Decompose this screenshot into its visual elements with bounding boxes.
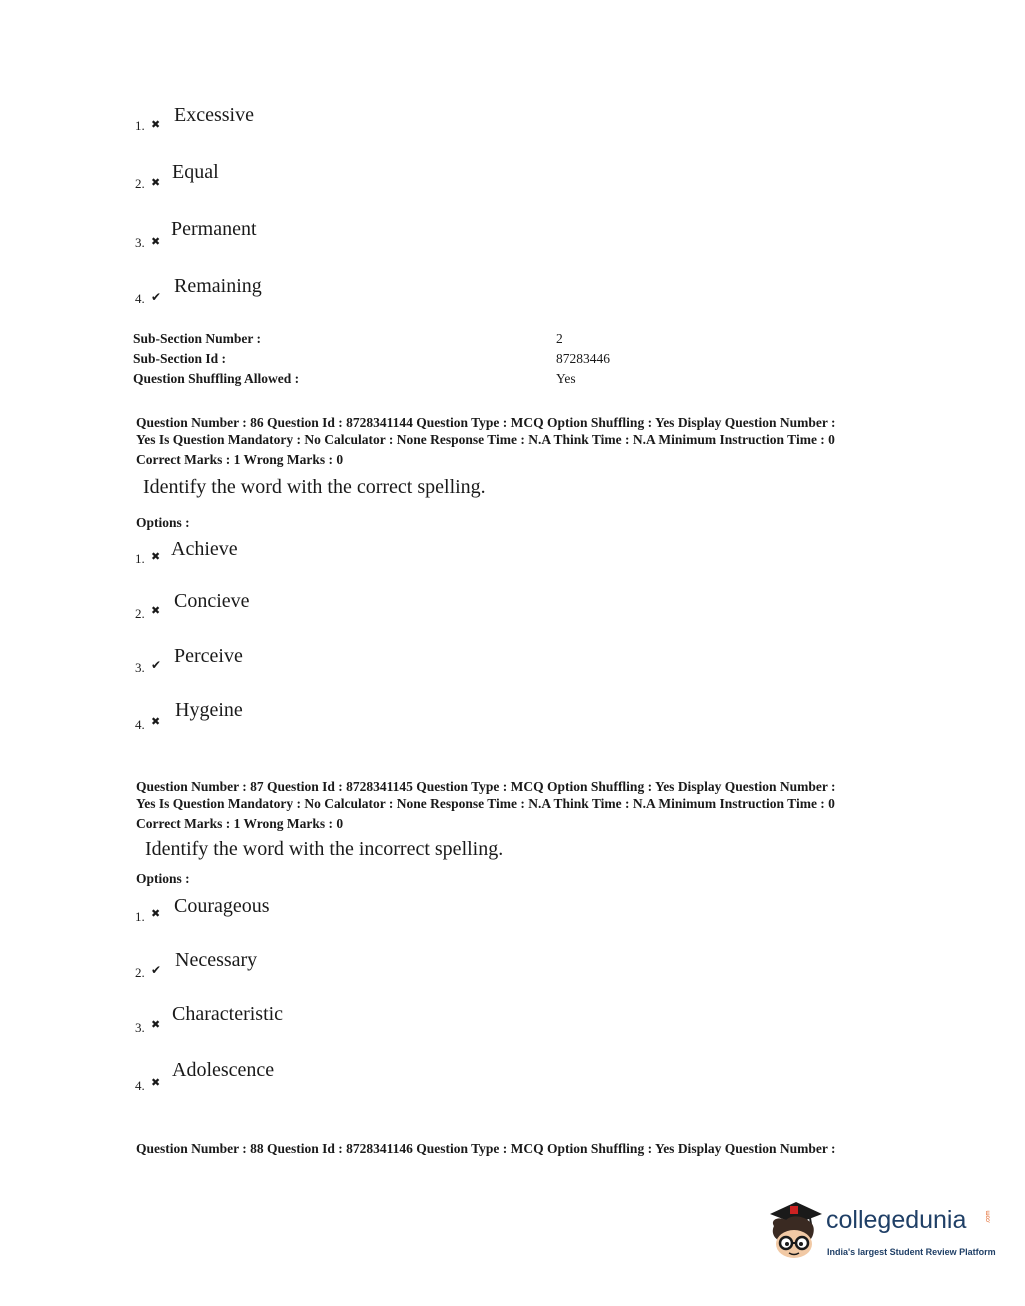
option-text: Excessive [174,104,254,126]
meta-line: Question Number : 86 Question Id : 8728341144 Question Type : MCQ Option Shuffling : Yes Display Question Number : [136,415,836,430]
meta-line: Yes Is Question Mandatory : No Calculator : None Response Time : N.A Think Time : N.A Minimum Instruction Time : 0 [136,796,835,811]
check-icon: ✔ [151,658,162,672]
meta-line: Yes Is Question Mandatory : No Calculator : None Response Time : N.A Think Time : N.A Minimum Instruction Time : 0 [136,432,835,447]
cross-icon: ✖ [151,605,161,617]
mascot-icon [766,1200,824,1270]
cross-icon: ✖ [151,119,161,131]
meta-line: Question Number : 88 Question Id : 8728341146 Question Type : MCQ Option Shuffling : Yes Display Question Number : [136,1141,836,1156]
option-text: Characteristic [172,1003,284,1025]
cross-icon: ✖ [151,716,161,728]
option-number: 2. [135,965,145,980]
option-number: 3. [135,235,145,250]
question-86-meta [136,414,911,468]
question-87-meta [136,778,911,832]
option-text: Achieve [171,538,238,560]
question-shuffling-value: Yes [556,371,576,386]
subsection-number-label: Sub-Section Number : [133,331,262,346]
option-number: 1. [135,551,145,566]
option-text: Equal [172,161,219,183]
cross-icon: ✖ [151,1077,161,1089]
cross-icon: ✖ [151,177,161,189]
option-text: Permanent [171,218,257,240]
option-text: Remaining [174,275,262,297]
cross-icon: ✖ [151,908,161,920]
option-text: Hygeine [175,699,243,721]
question-88-meta [136,1140,911,1157]
collegedunia-logo [766,1200,996,1270]
option-number: 2. [135,176,145,191]
subsection-id-value: 87283446 [556,351,610,366]
question-shuffling-label: Question Shuffling Allowed : [133,371,300,386]
question-87-text: Identify the word with the incorrect spelling. [145,838,504,860]
option-number: 2. [135,606,145,621]
option-number: 4. [135,1078,145,1093]
option-number: 1. [135,909,145,924]
meta-line: Correct Marks : 1 Wrong Marks : 0 [136,816,344,831]
logo-domain: .com [985,1210,992,1224]
option-text: Concieve [174,590,250,612]
check-icon: ✔ [151,963,162,977]
subsection-number-value: 2 [556,331,563,346]
option-number: 4. [135,717,145,732]
check-icon: ✔ [151,290,162,304]
option-number: 3. [135,660,145,675]
option-text: Courageous [174,895,270,917]
options-label: Options : [136,871,190,886]
options-label: Options : [136,515,190,530]
option-number: 4. [135,291,145,306]
logo-wordmark: collegedunia [826,1206,967,1234]
meta-line: Question Number : 87 Question Id : 8728341145 Question Type : MCQ Option Shuffling : Yes Display Question Number : [136,779,836,794]
option-number: 3. [135,1020,145,1035]
cross-icon: ✖ [151,236,161,248]
meta-line: Correct Marks : 1 Wrong Marks : 0 [136,452,344,467]
option-text: Adolescence [172,1059,275,1081]
question-86-text: Identify the word with the correct spelling. [143,476,486,498]
option-text: Perceive [174,645,243,667]
subsection-id-label: Sub-Section Id : [133,351,227,366]
option-number: 1. [135,118,145,133]
cross-icon: ✖ [151,1019,161,1031]
logo-tagline: India's largest Student Review Platform [827,1247,996,1257]
option-text: Necessary [175,949,258,971]
cross-icon: ✖ [151,551,161,563]
